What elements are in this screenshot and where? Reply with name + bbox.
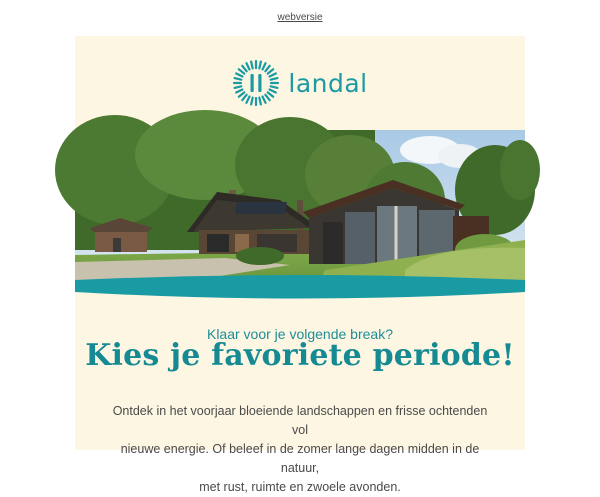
- page-title: Kies je favoriete periode!: [85, 338, 515, 373]
- body-line: met rust, ruimte en zwoele avonden.: [199, 480, 401, 494]
- email-card: [75, 36, 525, 494]
- landal-sun-icon: [232, 59, 280, 107]
- hero-image[interactable]: [75, 130, 525, 305]
- holiday-park-photo: [75, 130, 525, 305]
- body-line: nieuwe energie. Of beleef in de zomer lange dagen midden in de natuur,: [120, 442, 480, 475]
- body-line: Ontdek in het voorjaar bloeiende landschappen en frisse ochtenden vol: [112, 404, 488, 437]
- brand-logo[interactable]: [75, 58, 525, 108]
- email-topbar: [0, 0, 600, 36]
- subtitle: Klaar voor je volgende break?: [206, 326, 393, 342]
- brand-name: landal: [288, 68, 368, 98]
- webversion-link[interactable]: webversie: [277, 12, 323, 23]
- body-paragraph: [103, 402, 497, 497]
